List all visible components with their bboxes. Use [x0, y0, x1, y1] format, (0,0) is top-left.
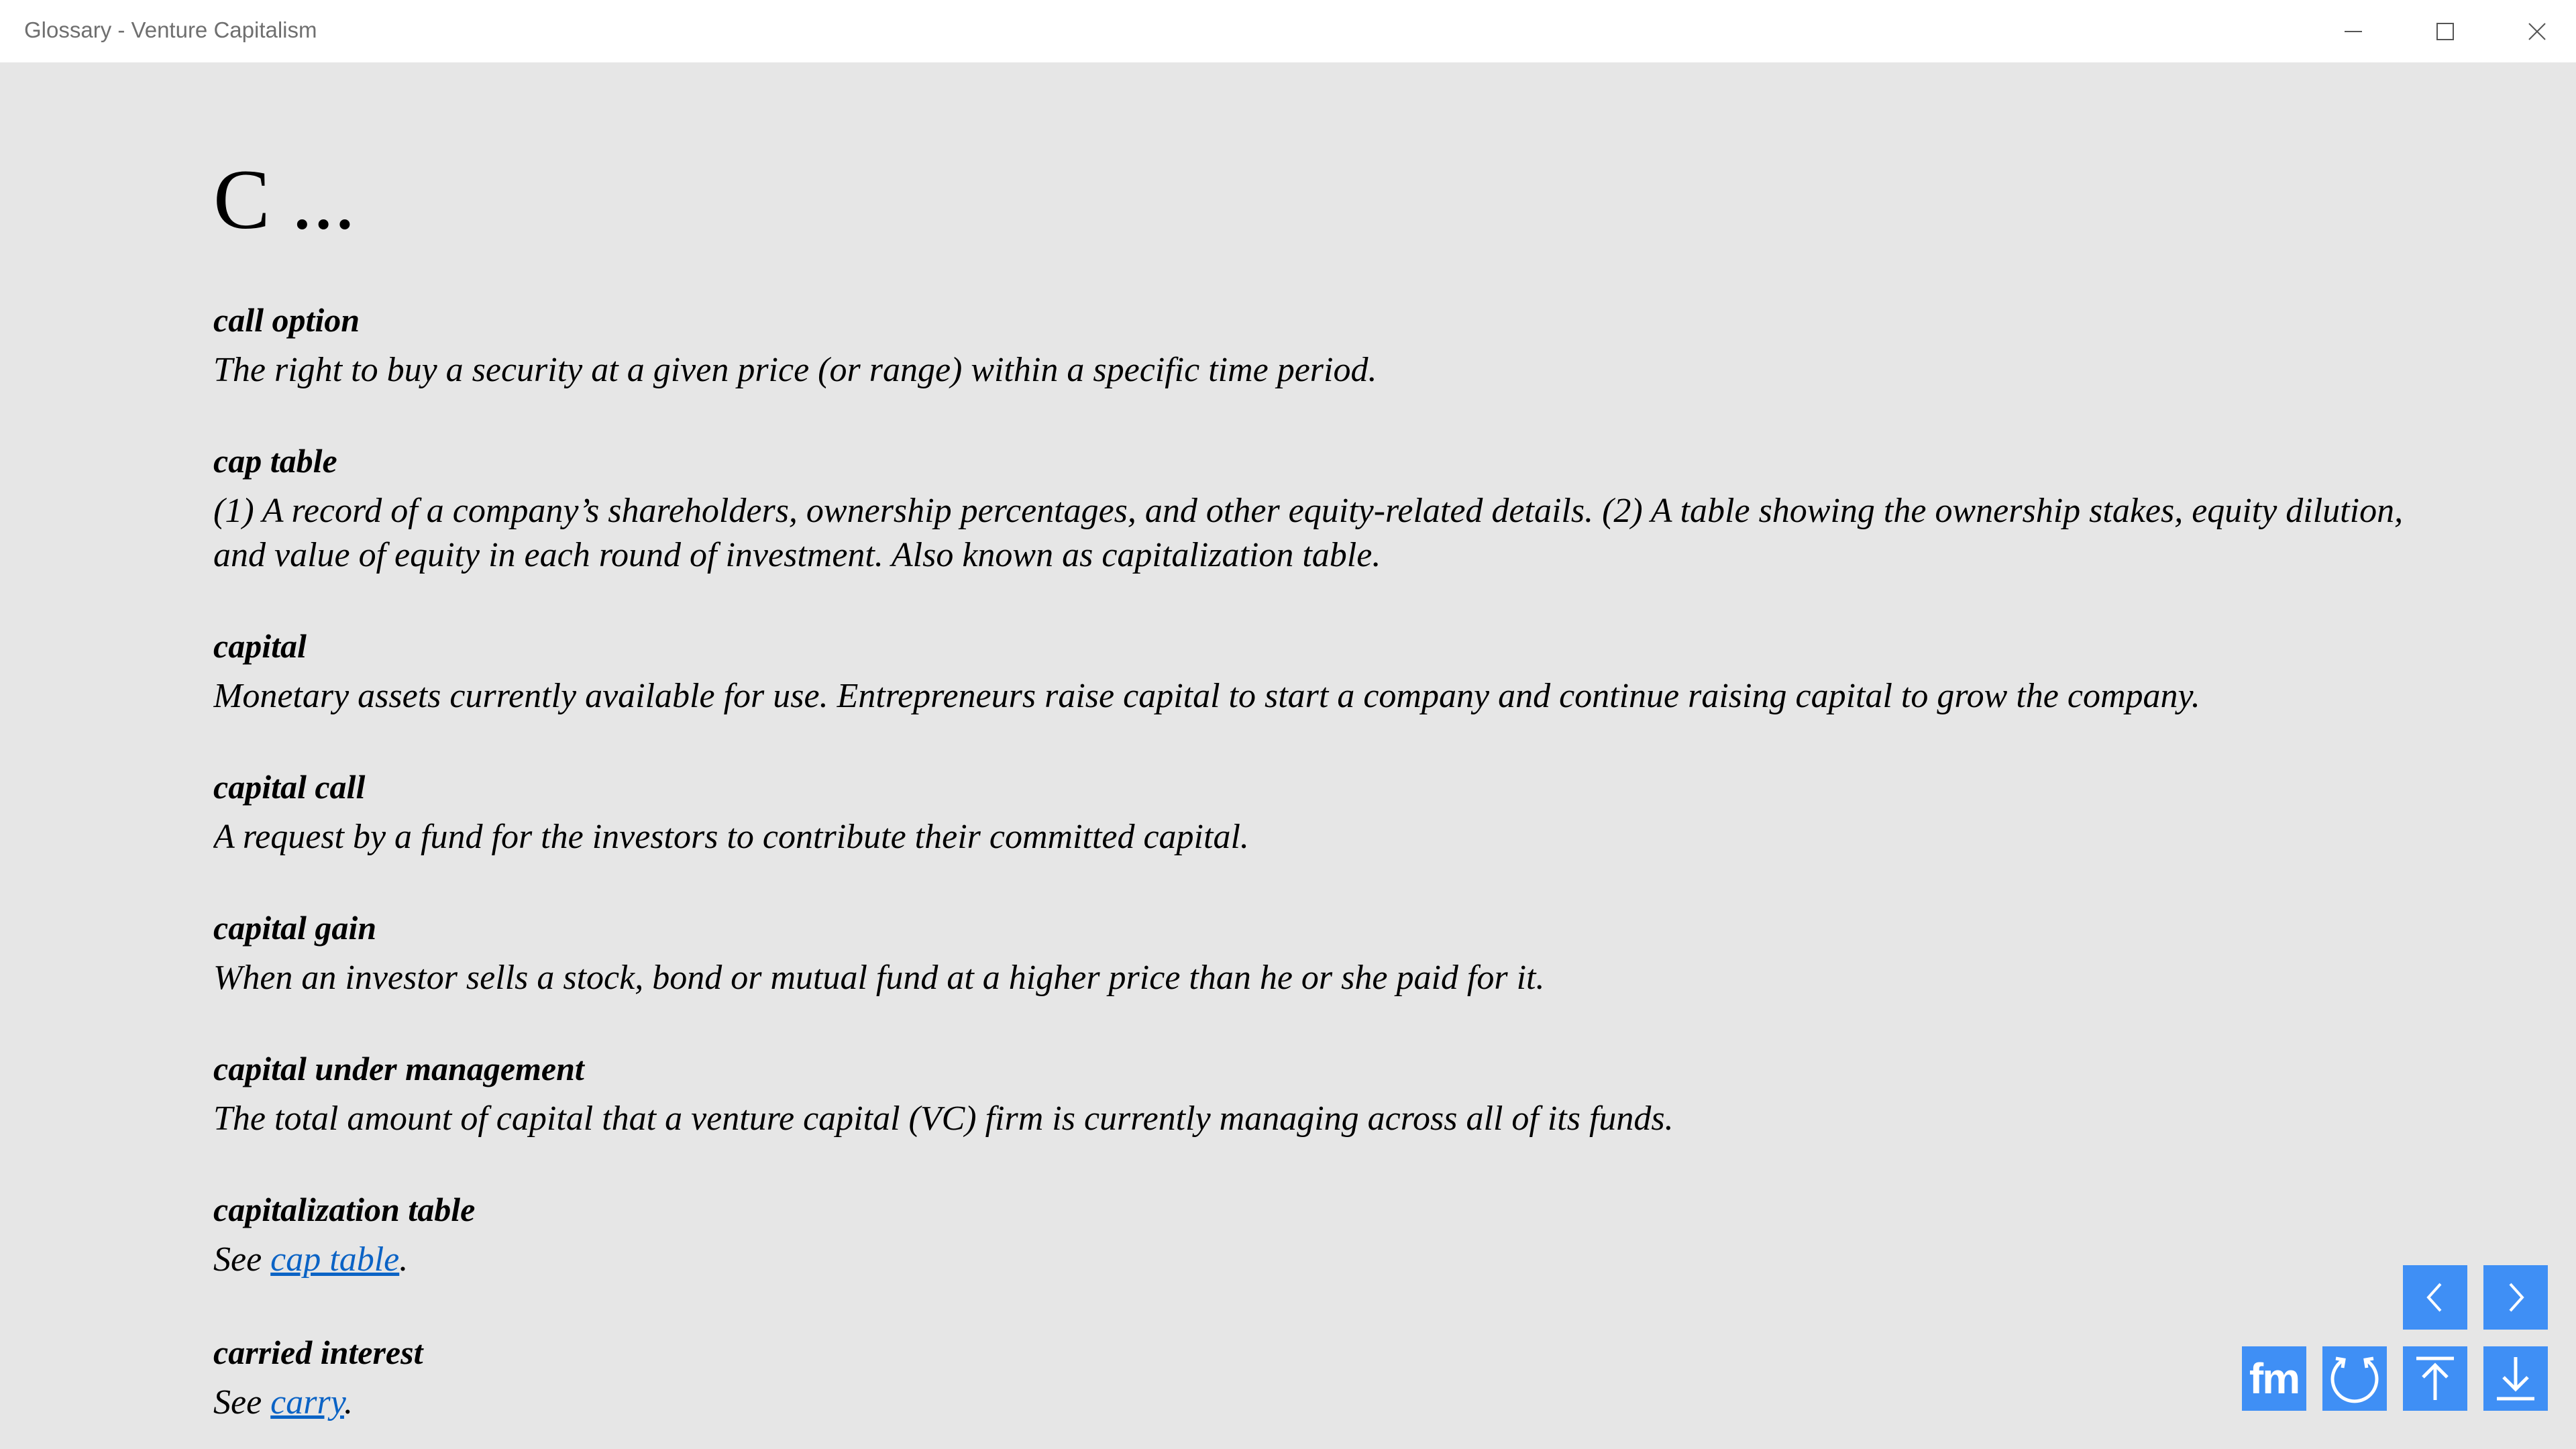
fm-logo-button[interactable]: [2242, 1346, 2306, 1411]
minimize-icon: [2343, 21, 2363, 42]
previous-button[interactable]: [2403, 1265, 2467, 1330]
glossary-entry: [213, 626, 2427, 718]
entry-definition: [213, 1238, 2427, 1282]
close-icon: [2527, 21, 2547, 42]
entry-definition: A request by a fund for the investors to contribute their committed capital.: [213, 818, 1249, 856]
glossary-entry: [213, 908, 2427, 1000]
minimize-button[interactable]: [2307, 0, 2399, 62]
entry-term: carried interest: [213, 1334, 423, 1371]
see-prefix: See: [213, 1240, 271, 1279]
entry-term: capitalization table: [213, 1191, 476, 1228]
refresh-button[interactable]: [2322, 1346, 2387, 1411]
entry-definition: [213, 1381, 2427, 1425]
chevron-left-icon: [2415, 1277, 2455, 1318]
glossary-entry: [213, 767, 2427, 859]
cross-reference-link[interactable]: carry: [270, 1383, 344, 1421]
close-button[interactable]: [2491, 0, 2576, 62]
entry-definition: (1) A record of a company’s shareholders, ownership percentages, and other equity-related details. (2) A table showing the ownership stakes, equity dilution, and value of equity in each round of investment. Also known as capitalization table.: [213, 492, 2404, 574]
entry-term: call option: [213, 301, 360, 339]
glossary-entry: [213, 441, 2427, 578]
download-button[interactable]: [2483, 1346, 2548, 1411]
title-bar: [0, 0, 2576, 62]
maximize-icon: [2435, 21, 2455, 42]
next-button[interactable]: [2483, 1265, 2548, 1330]
entry-term: capital call: [213, 768, 366, 806]
glossary-entry: [213, 1049, 2427, 1141]
entry-term: capital: [213, 627, 307, 665]
entry-term: cap table: [213, 442, 337, 480]
glossary-entry: [213, 1189, 2427, 1282]
refresh-icon: [2326, 1350, 2383, 1407]
glossary-content[interactable]: [213, 62, 2427, 1449]
entry-term: capital under management: [213, 1050, 584, 1087]
see-prefix: See: [213, 1383, 271, 1421]
section-heading: C ...: [213, 153, 356, 247]
arrow-to-top-icon: [2408, 1352, 2462, 1405]
see-suffix: .: [399, 1240, 409, 1279]
entry-definition: The total amount of capital that a venture capital (VC) firm is currently managing across all of its funds.: [213, 1099, 1674, 1138]
window-title: Glossary - Venture Capitalism: [24, 17, 317, 42]
glossary-entry: [213, 1332, 2427, 1425]
scroll-to-top-button[interactable]: [2403, 1346, 2467, 1411]
entry-definition: When an investor sells a stock, bond or mutual fund at a higher price than he or she paid for it.: [213, 959, 1545, 997]
chevron-right-icon: [2496, 1277, 2536, 1318]
glossary-entry: [213, 300, 2427, 392]
fm-label: fm: [2249, 1354, 2300, 1403]
cross-reference-link[interactable]: cap table: [270, 1240, 400, 1279]
maximize-button[interactable]: [2399, 0, 2491, 62]
entry-term: capital gain: [213, 909, 377, 947]
download-icon: [2489, 1352, 2542, 1405]
entry-definition: Monetary assets currently available for use. Entrepreneurs raise capital to start a company and continue raising capital to grow the company.: [213, 677, 2200, 715]
entry-definition: The right to buy a security at a given price (or range) within a specific time period.: [213, 351, 1377, 389]
see-suffix: .: [343, 1383, 353, 1421]
